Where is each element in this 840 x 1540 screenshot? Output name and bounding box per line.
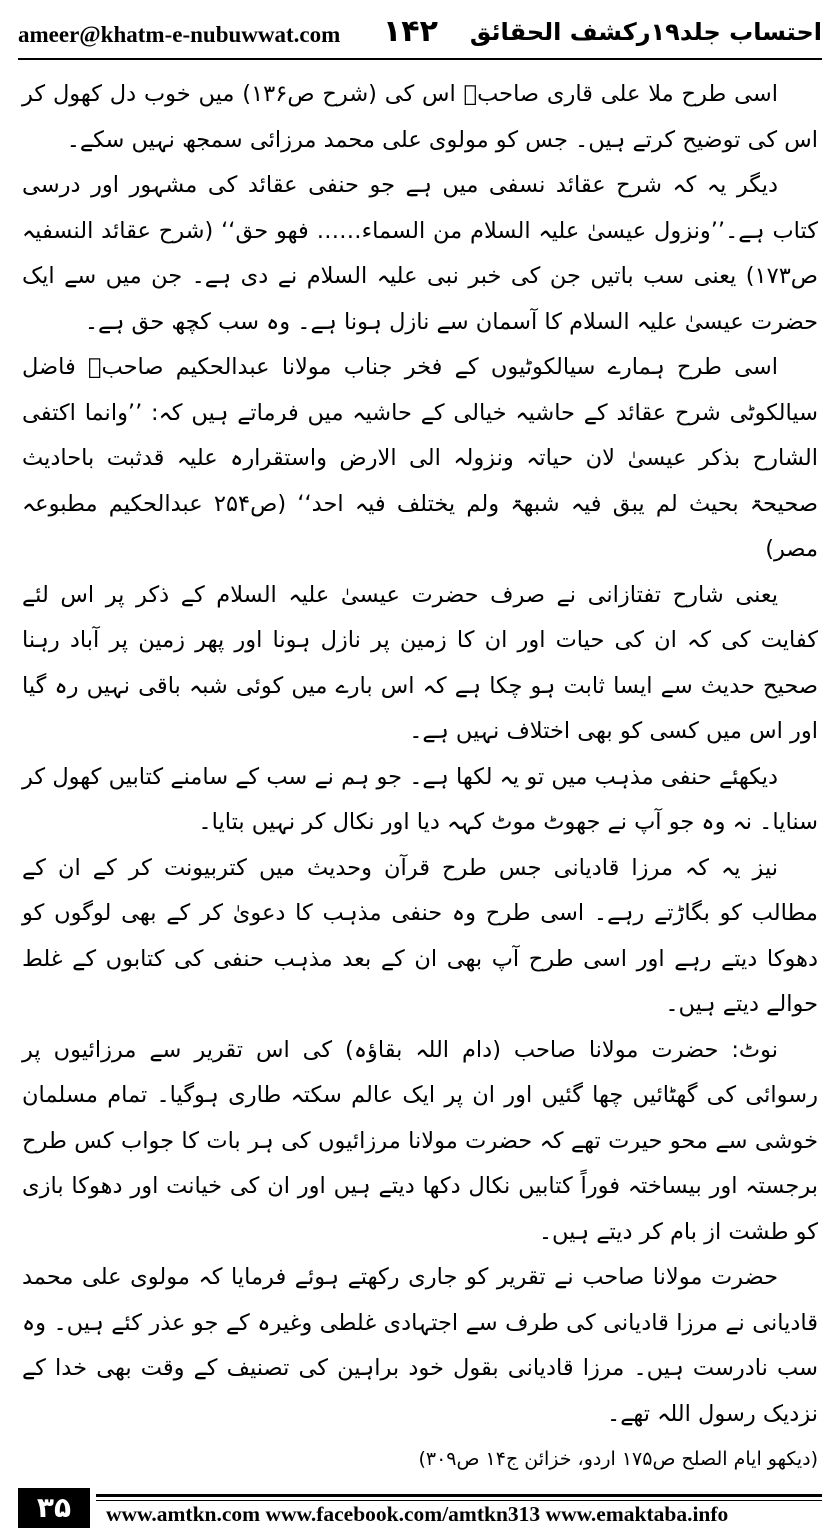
paragraph: حضرت مولانا صاحب نے تقریر کو جاری رکھتے ہوئے فرمایا کہ مولوی علی محمد قادیانی نے مرزا قادیانی کی طرف سے اجتہادی غلطی وغیرہ کے جو عذر کئے ہیں۔ وہ سب نادرست ہیں۔ مرزا قادیانی بقول خود براہین کی تصنیف کے وقت بھی خدا کے نزدیک رسول اللہ تھے۔ — [22, 1264, 818, 1427]
paragraph: دیکھئے حنفی مذہب میں تو یہ لکھا ہے۔ جو ہم نے سب کے سامنے کتابیں کھول کر سنایا۔ نہ وہ جو آپ نے جھوٹ موٹ کہہ دیا اور نکال کر نہیں بتایا۔ — [22, 763, 818, 835]
footer-divider — [96, 1494, 822, 1497]
page-header — [18, 14, 822, 54]
footer-links: www.amtkn.com www.facebook.com/amtkn313 www.emaktaba.info — [106, 1502, 729, 1526]
footer-page-number: ۳۵ — [18, 1488, 90, 1528]
paragraph: نیز یہ کہ مرزا قادیانی جس طرح قرآن وحدیث میں کتربیونت کر کے ان کے مطالب کو بگاڑتے رہے۔ اسی طرح وہ حنفی مذہب کا دعویٰ کر کے بھی لوگوں کو دھوکا دیتے رہے اور اسی طرح آپ بھی ان کے بعد مذہب حنفی کی کتابوں کے غلط حوالے دیتے ہیں۔ — [22, 854, 818, 1017]
paragraph: اسی طرح ہمارے سیالکوٹیوں کے فخر جناب مولانا عبدالحکیم صاحبؒ فاضل سیالکوٹی شرح عقائد کے حاشیہ خیالی کے حاشیہ میں فرماتے ہیں کہ: ’’وانما اکتفی الشارح بذکر عیسیٰ لان حیاتہ ونزولہ الی الارض واستقرارہ علیہ قدثبت باحادیث صحیحۃ بحیث لم یبق فیہ شبھۃ ولم یختلف فیہ احد‘‘ (ص۲۵۴ عبدالحکیم مطبوعہ مصر) — [22, 354, 818, 562]
paragraph: اسی طرح ملا علی قاری صاحبؒ اس کی (شرح ص۱۳۶) میں خوب دل کھول کر اس کی توضیح کرتے ہیں۔ جس کو مولوی علی محمد مرزائی سمجھ نہیں سکے۔ — [22, 81, 818, 153]
citation: (دیکھو ایام الصلح ص۱۷۵ اردو، خزائن ج۱۴ ص۳۰۹) — [418, 1448, 818, 1470]
page-body — [22, 72, 818, 1470]
paragraph: یعنی شارح تفتازانی نے صرف حضرت عیسیٰ علیہ السلام کے ذکر پر اس لئے کفایت کی کہ ان کی حیات اور ان کا زمین پر نازل ہونا اور پھر زمین پر آباد رہنا صحیح حدیث سے ایسا ثابت ہو چکا ہے کہ اس بارے میں کوئی شبہ باقی نہیں رہ گیا اور اس میں کسی کو بھی اختلاف نہیں ہے۔ — [22, 581, 818, 744]
header-email: ameer@khatm-e-nubuwwat.com — [18, 22, 341, 47]
page-footer — [18, 1488, 822, 1528]
header-page-number: ۱۴۲ — [383, 14, 438, 49]
header-divider — [18, 58, 822, 60]
header-book-title: احتساب جلد۱۹رکشف الحقائق — [469, 18, 822, 46]
paragraph: دیگر یہ کہ شرح عقائد نسفی میں ہے جو حنفی عقائد کی مشہور اور درسی کتاب ہے۔’’ونزول عیسیٰ علیہ السلام من السماء…… فھو حق‘‘ (شرح عقائد النسفیہ ص۱۷۳) یعنی سب باتیں جن کی خبر نبی علیہ السلام نے دی ہے۔ جن میں سے ایک حضرت عیسیٰ علیہ السلام کا آسمان سے نازل ہونا ہے۔ وہ سب کچھ حق ہے۔ — [22, 172, 818, 335]
footer-divider-thin — [96, 1500, 822, 1501]
paragraph: نوٹ: حضرت مولانا صاحب (دام اللہ بقاؤہ) کی اس تقریر سے مرزائیوں پر رسوائی کی گھٹائیں چھا گئیں اور ان پر ایک عالم سکتہ طاری ہوگیا۔ تمام مسلمان خوشی سے محو حیرت تھے کہ حضرت مولانا مرزائیوں کی ہر بات کا جواب کس طرح برجستہ اور بیساختہ فوراً کتابیں نکال دکھا دیتے ہیں اور ان کی خیانت اور دھوکا بازی کو طشت از بام کر دیتے ہیں۔ — [22, 1036, 818, 1245]
